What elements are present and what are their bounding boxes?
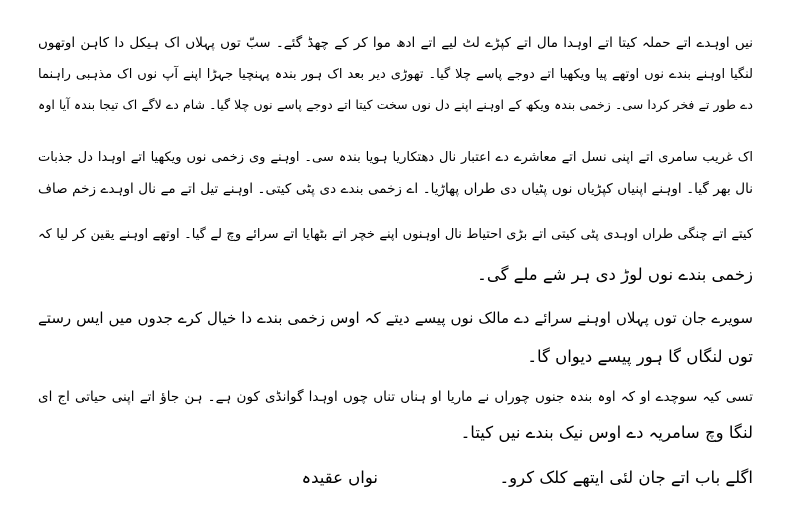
text-line: نال بھر گیا۔ اوہنے اپنیاں کپڑیاں نوں پٹیاں دی طراں پھاڑیا۔ اے زخمی بندے دی پٹی کیتی۔ اوہنے تیل اتے مے نال اوہدے زخم صاف	[38, 181, 753, 197]
next-chapter-link[interactable]: اگلے باب اتے جان لئی ایتھے کلک کرو۔	[499, 468, 753, 487]
text-line: تسی کیہ سوچدے او کہ اوہ بندہ جنوں چوراں نے ماریا او ہناں تناں چوں اوہدا گوانڈی کون ہے۔ ہن جاؤ اتے اپنی حیاتی اج ای	[38, 389, 753, 405]
text-line: لنگیا اوہنے بندے نوں اوتھے پیا ویکھیا اتے دوجے پاسے چلا گیا۔ تھوڑی دیر بعد اک ہور بندہ پہنچیا جہڑا اپنے آپ نوں اک مذہبی راہنما	[38, 67, 753, 82]
text-line: توں لنگاں گا ہور پیسے دیواں گا۔	[527, 347, 753, 366]
book-title: نواں عقیدہ	[301, 468, 378, 487]
text-line: سویرے جان توں پہلاں اوہنے سرائے دے مالک نوں پیسے دیتے کہ اوس زخمی بندے دا خیال کرے جدوں میں ایس رستے	[38, 309, 753, 327]
text-line: کیتے اتے چنگی طراں اوہدی پٹی کیتی اتے بڑی احتیاط نال اوہنوں اپنے خچر اتے بٹھایا اتے سرائے وچ لے گیا۔ اوتھے اوہنے یقین کر لیا کہ	[38, 227, 753, 242]
text-line: اک غریب سامری اتے اپنی نسل اتے معاشرے دے اعتبار نال دھتکاریا ہویا بندہ سی۔ اوہنے وی زخمی نوں ویکھیا اتے اوہدا دل جذبات	[38, 150, 753, 165]
text-line: دے طور تے فخر کردا سی۔ زخمی بندہ ویکھ کے اوہنے اپنے دل نوں سخت کیتا اتے دوجے پاسے نوں چلا گیا۔ شام دے لاگے اک تیجا بندہ آیا اوہ	[38, 97, 753, 112]
text-line: لنگا وچ سامریہ دے اوس نیک بندے نیں کیتا۔	[460, 423, 753, 442]
text-line: نیں اوہدے اتے حملہ کیتا اتے اوہدا مال اتے کپڑے لٹ لیے اتے ادھ موا کر کے چھڈ گئے۔ سبّ توں پہلاں اک ہیکل دا کاہن اوتھوں	[38, 35, 753, 51]
text-line: زخمی بندے نوں لوڑ دی ہر شے ملے گی۔	[477, 265, 753, 284]
